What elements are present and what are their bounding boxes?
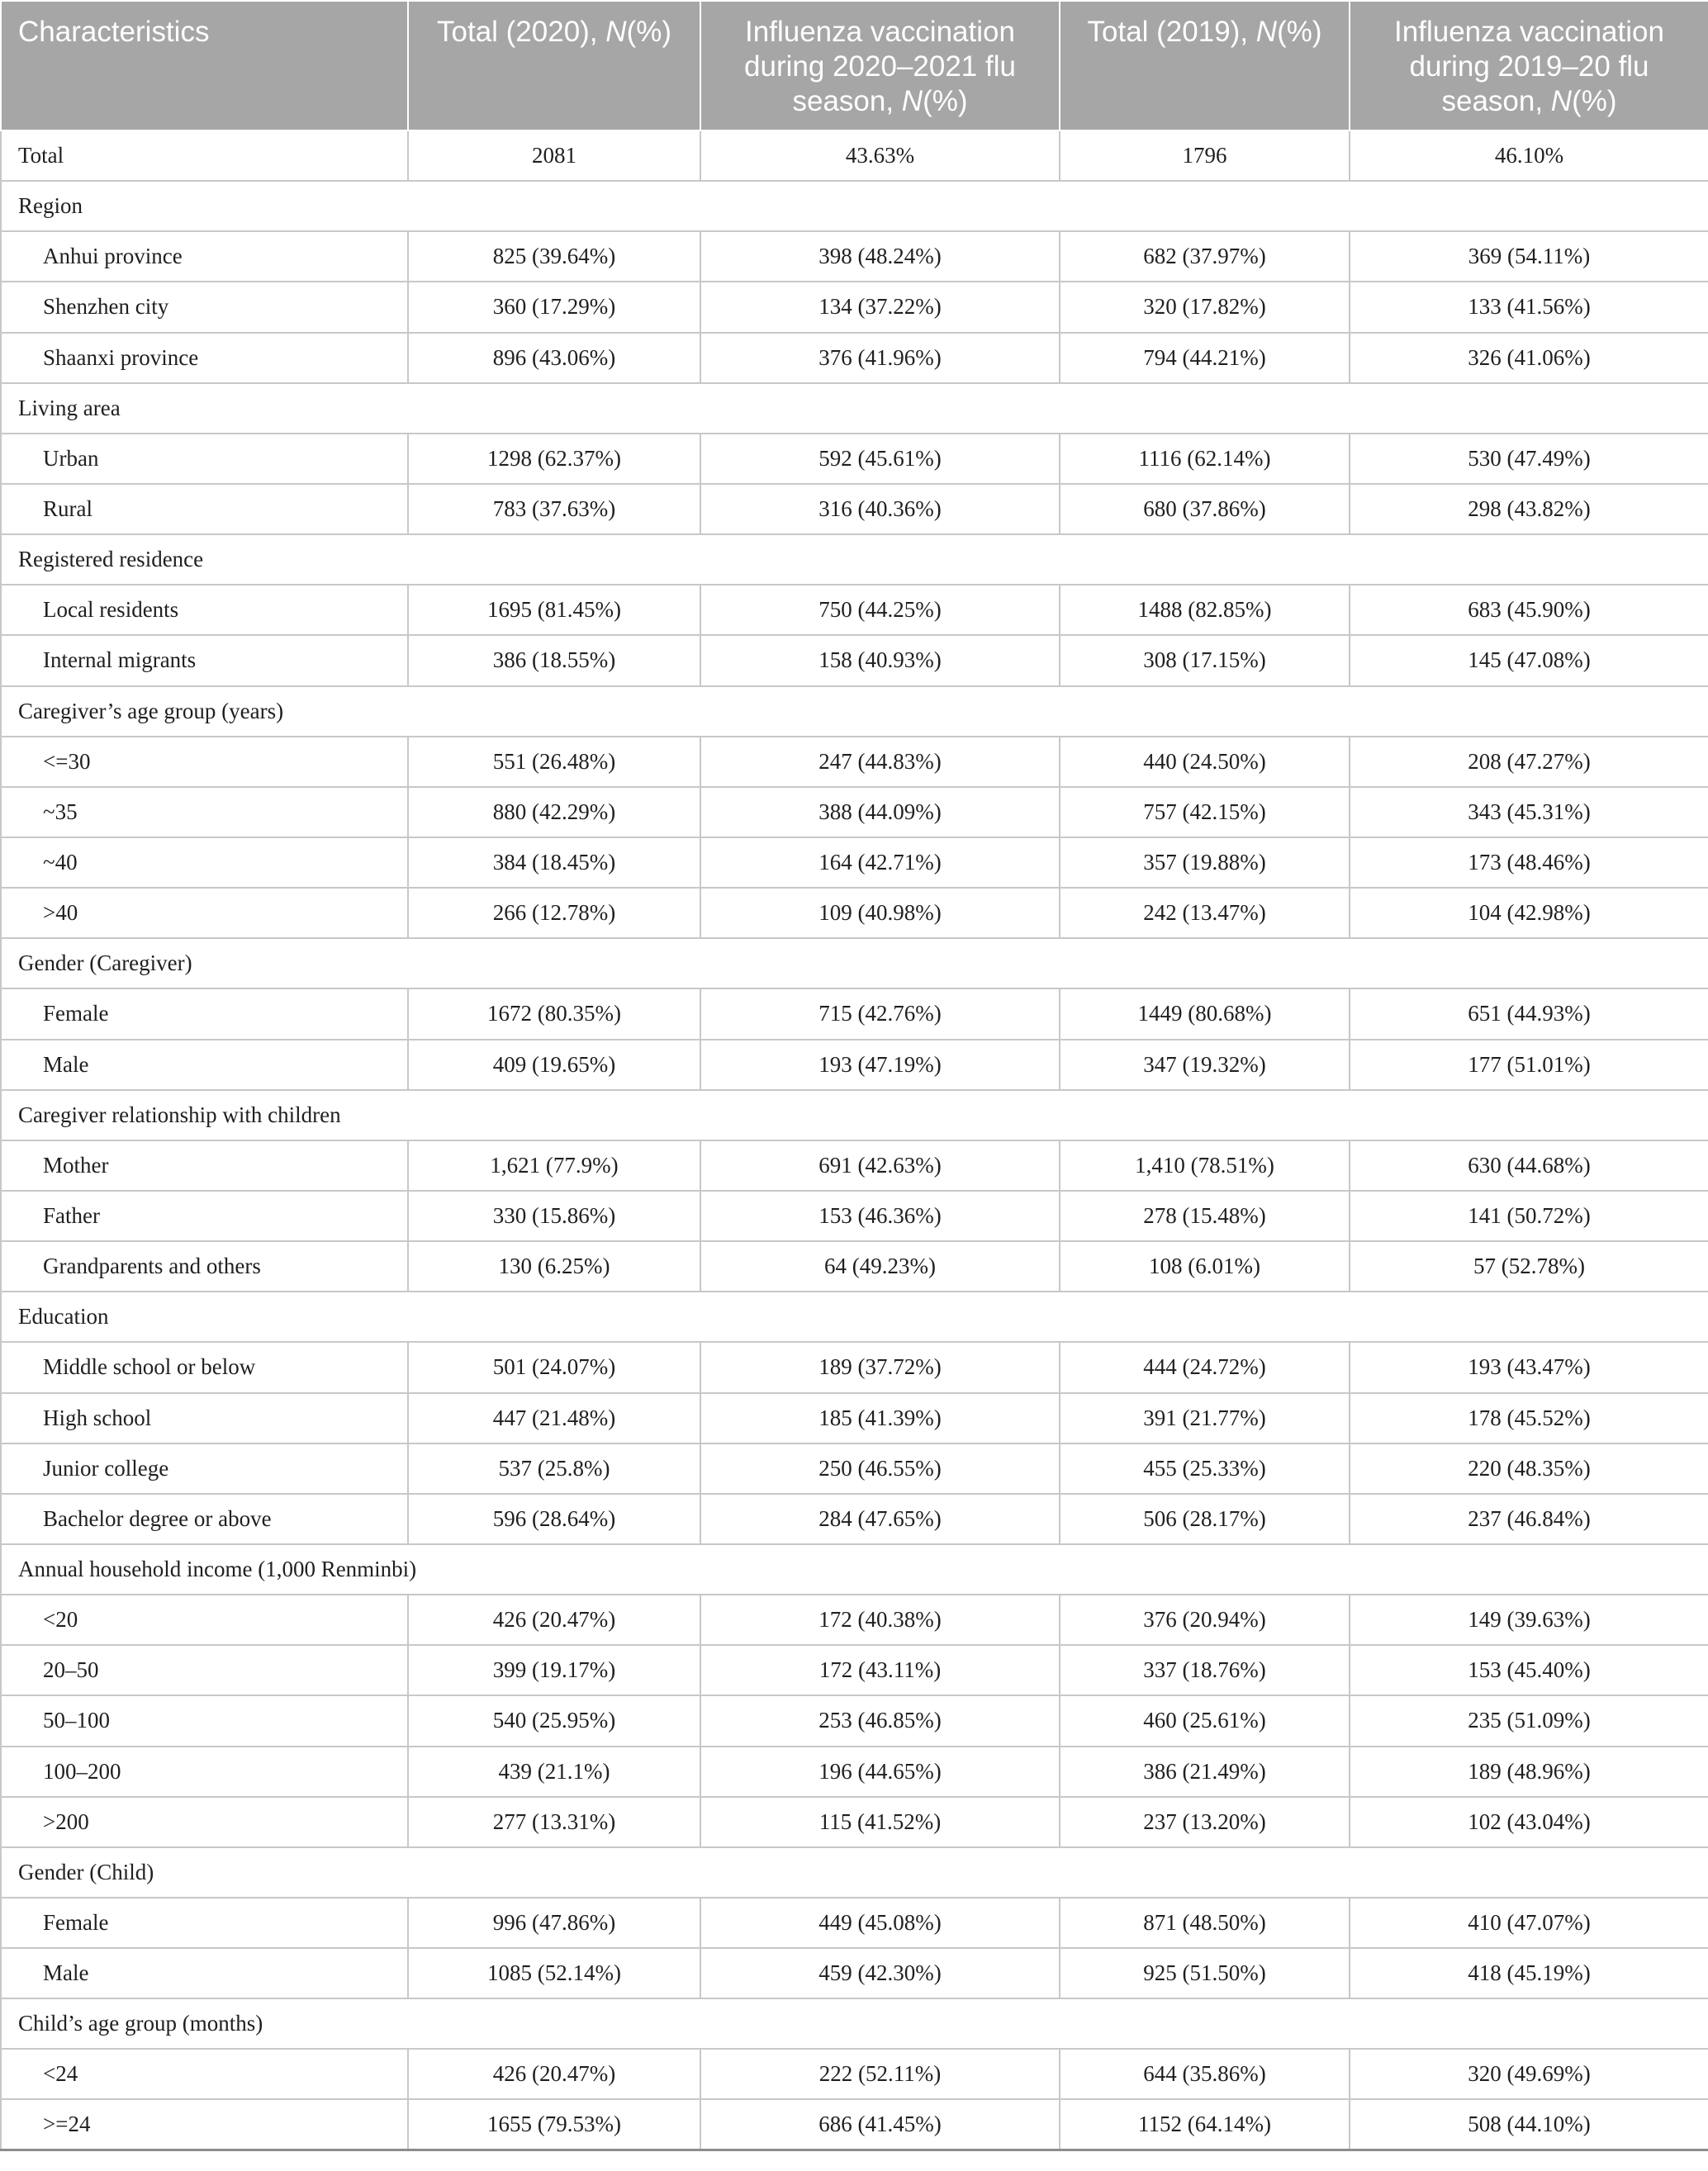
table-cell: 794 (44.21%) [1060, 333, 1350, 383]
table-cell: 444 (24.72%) [1060, 1342, 1350, 1392]
table-cell: 193 (43.47%) [1350, 1342, 1708, 1392]
table-cell: 1695 (81.45%) [408, 585, 700, 635]
section-row [1, 938, 1708, 988]
table-cell: 880 (42.29%) [408, 787, 700, 837]
table-cell: 109 (40.98%) [700, 888, 1060, 938]
table-cell: 1488 (82.85%) [1060, 585, 1350, 635]
table-cell: 172 (40.38%) [700, 1595, 1060, 1645]
table-cell: 683 (45.90%) [1350, 585, 1708, 635]
row-label: >=24 [1, 2099, 408, 2150]
table-row [1, 1443, 1708, 1494]
table-cell: 386 (21.49%) [1060, 1747, 1350, 1797]
table-cell: 686 (41.45%) [700, 2099, 1060, 2150]
table-cell: 178 (45.52%) [1350, 1393, 1708, 1443]
row-label: Junior college [1, 1443, 408, 1494]
table-row [1, 2099, 1708, 2150]
table-row [1, 1494, 1708, 1544]
table-row [1, 1595, 1708, 1645]
table-cell: 102 (43.04%) [1350, 1797, 1708, 1847]
table-cell: 440 (24.50%) [1060, 737, 1350, 787]
table-row [1, 1645, 1708, 1695]
table-row [1, 1393, 1708, 1443]
table-cell: 237 (46.84%) [1350, 1494, 1708, 1544]
row-label: >40 [1, 888, 408, 938]
table-cell: 825 (39.64%) [408, 231, 700, 282]
table-row [1, 1140, 1708, 1191]
table-row [1, 585, 1708, 635]
table-cell: 376 (20.94%) [1060, 1595, 1350, 1645]
table-cell: 153 (46.36%) [700, 1191, 1060, 1241]
table-cell: 298 (43.82%) [1350, 484, 1708, 534]
table-cell: 596 (28.64%) [408, 1494, 700, 1544]
table-cell: 592 (45.61%) [700, 434, 1060, 484]
section-row [1, 181, 1708, 231]
table-cell: 715 (42.76%) [700, 988, 1060, 1039]
table-cell: 1,410 (78.51%) [1060, 1140, 1350, 1191]
table-cell: 447 (21.48%) [408, 1393, 700, 1443]
row-label: ~40 [1, 837, 408, 888]
table-row [1, 2049, 1708, 2099]
table-cell: 320 (17.82%) [1060, 282, 1350, 332]
table-cell: 153 (45.40%) [1350, 1645, 1708, 1695]
table-cell: 158 (40.93%) [700, 635, 1060, 685]
table-cell: 253 (46.85%) [700, 1695, 1060, 1746]
table-cell: 242 (13.47%) [1060, 888, 1350, 938]
row-label: 20–50 [1, 1645, 408, 1695]
table-cell: 115 (41.52%) [700, 1797, 1060, 1847]
table-cell: 630 (44.68%) [1350, 1140, 1708, 1191]
section-label: Caregiver relationship with children [1, 1090, 1708, 1140]
table-cell: 173 (48.46%) [1350, 837, 1708, 888]
table-cell: 501 (24.07%) [408, 1342, 700, 1392]
row-label: Mother [1, 1140, 408, 1191]
row-label: Grandparents and others [1, 1241, 408, 1292]
table-row [1, 988, 1708, 1039]
table-cell: 1796 [1060, 130, 1350, 181]
table-cell: 320 (49.69%) [1350, 2049, 1708, 2099]
section-label: Registered residence [1, 534, 1708, 585]
table-row [1, 434, 1708, 484]
table-row [1, 787, 1708, 837]
table-cell: 196 (44.65%) [700, 1747, 1060, 1797]
section-row [1, 1090, 1708, 1140]
table-cell: 449 (45.08%) [700, 1898, 1060, 1948]
table-cell: 388 (44.09%) [700, 787, 1060, 837]
section-label: Region [1, 181, 1708, 231]
table-row [1, 1040, 1708, 1090]
header-characteristics: Characteristics [1, 1, 408, 130]
table-cell: 996 (47.86%) [408, 1898, 700, 1948]
table-cell: 1116 (62.14%) [1060, 434, 1350, 484]
section-row [1, 534, 1708, 585]
table-cell: 409 (19.65%) [408, 1040, 700, 1090]
table-cell: 410 (47.07%) [1350, 1898, 1708, 1948]
section-label: Caregiver’s age group (years) [1, 686, 1708, 737]
table-row [1, 333, 1708, 383]
table-cell: 189 (48.96%) [1350, 1747, 1708, 1797]
table-body [1, 130, 1708, 2150]
row-label: <24 [1, 2049, 408, 2099]
table-cell: 2081 [408, 130, 700, 181]
table-cell: 235 (51.09%) [1350, 1695, 1708, 1746]
table-cell: 247 (44.83%) [700, 737, 1060, 787]
table-cell: 172 (43.11%) [700, 1645, 1060, 1695]
table-cell: 1085 (52.14%) [408, 1948, 700, 1998]
section-row [1, 1292, 1708, 1342]
table-cell: 530 (47.49%) [1350, 434, 1708, 484]
table-row [1, 1241, 1708, 1292]
row-label: >200 [1, 1797, 408, 1847]
table-cell: 208 (47.27%) [1350, 737, 1708, 787]
table-row [1, 737, 1708, 787]
table-row [1, 282, 1708, 332]
table-cell: 343 (45.31%) [1350, 787, 1708, 837]
table-cell: 46.10% [1350, 130, 1708, 181]
table-row [1, 484, 1708, 534]
table-cell: 399 (19.17%) [408, 1645, 700, 1695]
row-label: Father [1, 1191, 408, 1241]
table-cell: 439 (21.1%) [408, 1747, 700, 1797]
table-cell: 108 (6.01%) [1060, 1241, 1350, 1292]
table-cell: 357 (19.88%) [1060, 837, 1350, 888]
table-cell: 1152 (64.14%) [1060, 2099, 1350, 2150]
row-label: Female [1, 1898, 408, 1948]
table-cell: 266 (12.78%) [408, 888, 700, 938]
table-cell: 1,621 (77.9%) [408, 1140, 700, 1191]
table-cell: 455 (25.33%) [1060, 1443, 1350, 1494]
table-cell: 691 (42.63%) [700, 1140, 1060, 1191]
header-vaccination-2020-2021: Influenza vaccination during 2020–2021 flu season, N(%) [700, 1, 1060, 130]
table-cell: 384 (18.45%) [408, 837, 700, 888]
table-row [1, 1797, 1708, 1847]
table-cell: 360 (17.29%) [408, 282, 700, 332]
row-label: Male [1, 1040, 408, 1090]
table-cell: 651 (44.93%) [1350, 988, 1708, 1039]
row-label: Local residents [1, 585, 408, 635]
row-label: Male [1, 1948, 408, 1998]
table-cell: 64 (49.23%) [700, 1241, 1060, 1292]
table-cell: 376 (41.96%) [700, 333, 1060, 383]
table-cell: 308 (17.15%) [1060, 635, 1350, 685]
section-row [1, 1847, 1708, 1898]
row-label: Shaanxi province [1, 333, 408, 383]
table-cell: 185 (41.39%) [700, 1393, 1060, 1443]
table-cell: 508 (44.10%) [1350, 2099, 1708, 2150]
table-cell: 1449 (80.68%) [1060, 988, 1350, 1039]
table-cell: 398 (48.24%) [700, 231, 1060, 282]
table-cell: 540 (25.95%) [408, 1695, 700, 1746]
table-cell: 222 (52.11%) [700, 2049, 1060, 2099]
table-row [1, 635, 1708, 685]
table-row [1, 1342, 1708, 1392]
table-row [1, 1898, 1708, 1948]
section-label: Annual household income (1,000 Renminbi) [1, 1544, 1708, 1595]
section-row [1, 383, 1708, 434]
row-label: Rural [1, 484, 408, 534]
table-cell: 925 (51.50%) [1060, 1948, 1350, 1998]
table-cell: 871 (48.50%) [1060, 1898, 1350, 1948]
table-row [1, 130, 1708, 181]
section-label: Gender (Caregiver) [1, 938, 1708, 988]
table-cell: 145 (47.08%) [1350, 635, 1708, 685]
row-label: High school [1, 1393, 408, 1443]
row-label: Urban [1, 434, 408, 484]
table-cell: 783 (37.63%) [408, 484, 700, 534]
section-label: Gender (Child) [1, 1847, 1708, 1898]
table-row [1, 1191, 1708, 1241]
section-label: Living area [1, 383, 1708, 434]
row-label: 100–200 [1, 1747, 408, 1797]
table-cell: 237 (13.20%) [1060, 1797, 1350, 1847]
table-cell: 757 (42.15%) [1060, 787, 1350, 837]
table-cell: 316 (40.36%) [700, 484, 1060, 534]
table-cell: 177 (51.01%) [1350, 1040, 1708, 1090]
section-label: Child’s age group (months) [1, 1998, 1708, 2049]
table-cell: 386 (18.55%) [408, 635, 700, 685]
header-row [1, 1, 1708, 130]
table-cell: 149 (39.63%) [1350, 1595, 1708, 1645]
table-cell: 43.63% [700, 130, 1060, 181]
table-header [1, 1, 1708, 130]
table-cell: 133 (41.56%) [1350, 282, 1708, 332]
table-cell: 337 (18.76%) [1060, 1645, 1350, 1695]
table-cell: 277 (13.31%) [408, 1797, 700, 1847]
row-label: Bachelor degree or above [1, 1494, 408, 1544]
table-cell: 330 (15.86%) [408, 1191, 700, 1241]
table-cell: 391 (21.77%) [1060, 1393, 1350, 1443]
table-cell: 1672 (80.35%) [408, 988, 700, 1039]
table-row [1, 231, 1708, 282]
header-total-2020: Total (2020), N(%) [408, 1, 700, 130]
table-cell: 104 (42.98%) [1350, 888, 1708, 938]
section-row [1, 1998, 1708, 2049]
table-cell: 506 (28.17%) [1060, 1494, 1350, 1544]
table-cell: 644 (35.86%) [1060, 2049, 1350, 2099]
table-cell: 220 (48.35%) [1350, 1443, 1708, 1494]
table-row [1, 888, 1708, 938]
row-label: Total [1, 130, 408, 181]
row-label: Shenzhen city [1, 282, 408, 332]
row-label: <=30 [1, 737, 408, 787]
table-cell: 537 (25.8%) [408, 1443, 700, 1494]
table-cell: 189 (37.72%) [700, 1342, 1060, 1392]
section-row [1, 1544, 1708, 1595]
row-label: Anhui province [1, 231, 408, 282]
table-cell: 460 (25.61%) [1060, 1695, 1350, 1746]
table-cell: 418 (45.19%) [1350, 1948, 1708, 1998]
table-cell: 750 (44.25%) [700, 585, 1060, 635]
table-cell: 326 (41.06%) [1350, 333, 1708, 383]
table-row [1, 1948, 1708, 1998]
table-cell: 57 (52.78%) [1350, 1241, 1708, 1292]
row-label: Internal migrants [1, 635, 408, 685]
table-cell: 1655 (79.53%) [408, 2099, 700, 2150]
row-label: ~35 [1, 787, 408, 837]
table-cell: 896 (43.06%) [408, 333, 700, 383]
section-row [1, 686, 1708, 737]
table-cell: 1298 (62.37%) [408, 434, 700, 484]
row-label: <20 [1, 1595, 408, 1645]
row-label: Female [1, 988, 408, 1039]
table-cell: 426 (20.47%) [408, 1595, 700, 1645]
table-cell: 347 (19.32%) [1060, 1040, 1350, 1090]
table-cell: 551 (26.48%) [408, 737, 700, 787]
table-cell: 682 (37.97%) [1060, 231, 1350, 282]
table-row [1, 1695, 1708, 1746]
table-cell: 284 (47.65%) [700, 1494, 1060, 1544]
table-row [1, 1747, 1708, 1797]
table-cell: 250 (46.55%) [700, 1443, 1060, 1494]
table-cell: 141 (50.72%) [1350, 1191, 1708, 1241]
table-cell: 134 (37.22%) [700, 282, 1060, 332]
header-vaccination-2019-20: Influenza vaccination during 2019–20 flu season, N(%) [1350, 1, 1708, 130]
header-total-2019: Total (2019), N(%) [1060, 1, 1350, 130]
table-cell: 680 (37.86%) [1060, 484, 1350, 534]
table-cell: 130 (6.25%) [408, 1241, 700, 1292]
table-cell: 426 (20.47%) [408, 2049, 700, 2099]
table-cell: 369 (54.11%) [1350, 231, 1708, 282]
table-cell: 278 (15.48%) [1060, 1191, 1350, 1241]
table-cell: 459 (42.30%) [700, 1948, 1060, 1998]
table-row [1, 837, 1708, 888]
table-cell: 164 (42.71%) [700, 837, 1060, 888]
row-label: 50–100 [1, 1695, 408, 1746]
section-label: Education [1, 1292, 1708, 1342]
row-label: Middle school or below [1, 1342, 408, 1392]
table-cell: 193 (47.19%) [700, 1040, 1060, 1090]
